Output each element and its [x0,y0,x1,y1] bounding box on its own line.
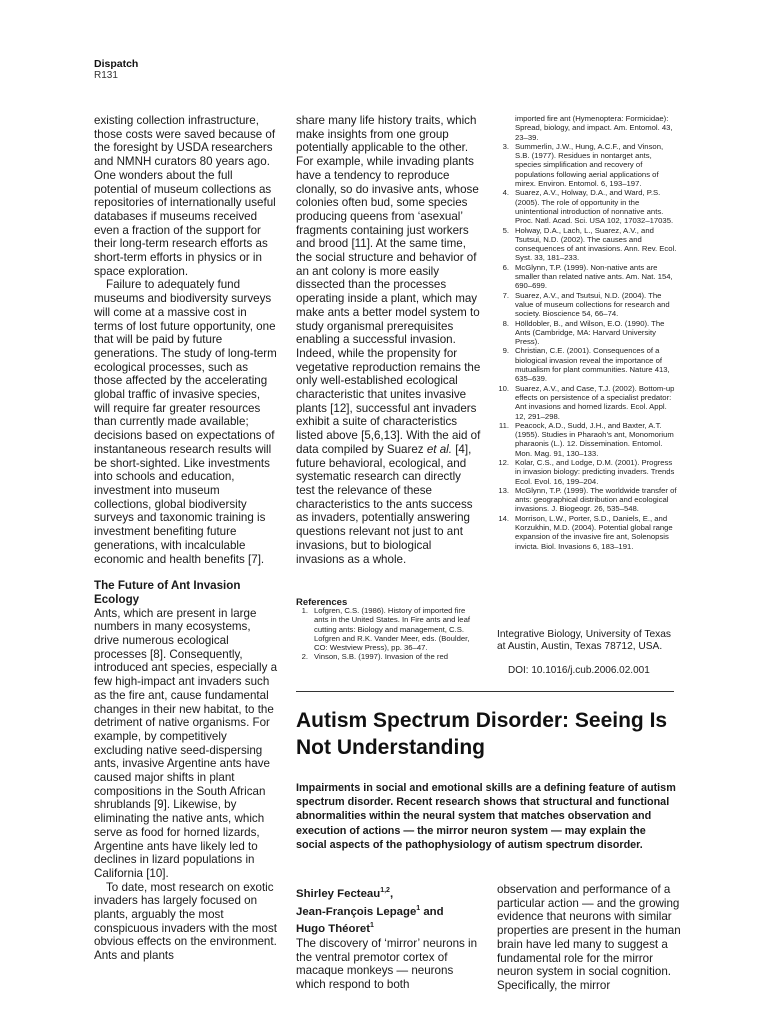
reference-item [296,606,472,652]
reference-text: McGlynn, T.P. (1999). Non-native ants are smaller than related native ants. Am. Nat. 154, 690–699. [515,262,673,291]
reference-text: McGlynn, T.P. (1999). The worldwide transfer of ants: geographical distribution and ecological invasions. J. Biogeogr. 26, 535–548. [515,485,677,514]
author-line [296,902,486,920]
author-affiliation: Integrative Biology, University of Texas at Austin, Austin, Texas 78712, USA. [497,629,672,653]
reference-item [497,142,677,188]
reference-item [497,226,677,263]
affiliation-mark: 1 [416,904,421,912]
affiliation-mark: 1 [370,922,374,929]
divider [296,691,674,692]
paragraph: Failure to adequately fund museums and biodiversity surveys will come at a massive cost in terms of lost future opportunity, one that will be paid by future generations. The study of long-term ecological processes, such as those affected by the accelerating global traffic of invasive species, will require far greater resources than currently made available; decisions based on expectations of instantaneous research results will be short-sighted. Like investments into schools and education, investment into museum collections, global biodiversity surveys and taxonomic training is investment benefiting future generations, with incalculable economic and health benefits [7]. [94,278,277,566]
author-list [296,884,486,937]
paragraph [296,114,482,566]
reference-number: 6. [502,262,509,272]
italic-text: et al. [426,442,452,456]
page-number: R131 [94,70,118,81]
author-name: Shirley Fecteau [296,887,381,900]
reference-text: Morrison, L.W., Porter, S.D., Daniels, E., and Korzukhin, M.D. (2004). Potential global range expansion of the invasive fire ant, Solenopsis invicta. Biol. Invasions 6, 183–191. [515,513,673,551]
author-separator: , [389,887,394,900]
reference-item [497,384,677,421]
author-line [296,884,486,902]
article-body-right: observation and performance of a particular action — and the growing evidence that neurons with similar properties are present in the human brain have led many to suggest a fundamental role for the mirror neuron system in social cognition. Specifically, the mirror [497,883,681,992]
reference-text: Suarez, A.V., Holway, D.A., and Ward, P.S. (2005). The role of opportunity in the unintentional introduction of nonnative ants. Proc. Natl. Acad. Sci. USA 102, 17032–17035. [515,188,674,226]
reference-item [497,263,677,291]
references-heading: References [296,597,348,608]
reference-item [497,486,677,514]
section-heading: The Future of Ant Invasion Ecology [94,579,241,606]
reference-item [497,514,677,551]
reference-number: 7. [502,290,509,300]
author-name: Hugo Théoret [296,922,371,935]
article-title: Autism Spectrum Disorder: Seeing Is Not Understanding [296,709,668,759]
text-column-2 [296,114,482,566]
reference-list [296,606,472,662]
reference-number: 13. [498,485,509,495]
reference-text: Vinson, S.B. (1997). Invasion of the red [314,652,449,662]
reference-number: 4. [502,188,509,198]
reference-number: 8. [502,318,509,328]
paragraph: existing collection infrastructure, those costs were saved because of the foresight by USDA researchers and NMNH curators 80 years ago. One wonders about the full potential of museum collections as repositories of internationally useful databases if museums received even a fraction of the support for their long-term research efforts as short-term efforts in physics or in space exploration. [94,114,276,278]
author-line [296,919,486,937]
reference-item [497,346,677,383]
reference-number: 5. [502,225,509,235]
reference-item [497,188,677,225]
reference-item [497,291,677,319]
reference-text: Holway, D.A., Lach, L., Suarez, A.V., and Tsutsui, N.D. (2002). The causes and consequences of ant invasions. Ann. Rev. Ecol. Syst. 33, 181–233. [515,225,677,263]
reference-item [296,652,472,661]
reference-text: Lofgren, C.S. (1986). History of imported fire ants in the United States. In Fire ants and leaf cutting ants: Biology and management, C.S. Lofgren and R.K. Vander Meer, eds. (Boulder, CO: Westview Press), pp. 36–47. [314,606,470,653]
reference-list-continued [497,114,677,551]
reference-number: 14. [498,513,509,523]
reference-number: 3. [502,141,509,151]
reference-item [497,114,677,142]
reference-text: Suarez, A.V., and Tsutsui, N.D. (2004). The value of museum collections for research and society. Bioscience 54, 66–74. [515,290,670,319]
article-body-left: The discovery of ‘mirror’ neurons in the ventral premotor cortex of macaque monkeys — neurons which respond to both [296,937,478,992]
reference-number: 2. [301,652,308,662]
reference-text: Hölldobler, B., and Wilson, E.O. (1990). The Ants (Cambridge, MA: Harvard University Press). [515,318,665,347]
affiliation-mark: 1,2 [380,887,390,894]
author-name: Jean-François Lepage [296,905,417,918]
reference-item [497,319,677,347]
running-header [94,59,138,81]
section-label: Dispatch [94,58,139,70]
paragraph-text: share many life history traits, which make insights from one group potentially applicable to the other. For example, while invading plants have a tendency to reproduce clonally, so do invasive ants, whose colonies often bud, some species producing queens from ‘asexual’ fragments containing just workers and brood [11]. At the same time, the social structure and behavior of an ant colony is more easily dissected than the processes operating inside a plant, which may make ants a better model system to study organismal prerequisites enabling a successful invasion. Indeed, while the propensity for vegetative reproduction remains the only well-established ecological characteristic that unites invasive plants [12], successful ant invaders exhibit a suite of characteristics listed above [5,6,13]. With the aid of data compiled by Suarez [296,114,481,456]
reference-item [497,458,677,486]
reference-text: Peacock, A.D., Sudd, J.H., and Baxter, A.T. (1955). Studies in Pharaoh’s ant, Monomorium pharaonis (L.). 12. Dissemination. Entomol. Mon. Mag. 91, 130–133. [515,420,674,458]
reference-number: 9. [502,346,509,356]
reference-number: 1. [301,606,308,615]
paragraph: Ants, which are present in large numbers in many ecosystems, drive numerous ecological processes [8]. Consequently, introduced ant species, especially a few high-impact ant invaders such as the fire ant, cause fundamental changes in their new habitat, to the detriment of native organisms. For example, by competitively excluding native seed-dispersing ants, invasive Argentine ants have caused major shifts in plant compositions in the South African shrublands [9]. Likewise, by eliminating the native ants, which serve as food for horned lizards, Argentine ants have likely led to declines in lizard populations in California [10]. [94,606,278,880]
doi: DOI: 10.1016/j.cub.2006.02.001 [508,665,650,676]
text-column-1 [94,114,278,963]
paragraph-text: [4], future behavioral, ecological, and systematic research can directly test the relevance of these characteristics to the ants success as invaders, potentially answering questions relevant not just to ant invasions, but to biological invasions as a whole. [296,442,473,566]
reference-text: Summerlin, J.W., Hung, A.C.F., and Vinson, S.B. (1977). Residues in nontarget ants, species simplification and recovery of populations following aerial applications of mirex. Environ. Entomol. 6, 193–197. [515,141,664,189]
reference-text: Christian, C.E. (2001). Consequences of a biological invasion reveal the importance of mutualism for plant communities. Nature 413, 635–639. [515,346,670,384]
reference-text: imported fire ant (Hymenoptera: Formicidae): Spread, biology, and impact. Am. Entomol. 43, 23–39. [515,114,673,142]
reference-number: 10. [498,383,509,393]
reference-item [497,421,677,458]
reference-number: 12. [498,457,509,467]
article-abstract: Impairments in social and emotional skills are a defining feature of autism spectrum disorder. Recent research shows that structural and functional abnormalities within the neural system that matches observation and execution of actions — the mirror neuron system — may explain the social aspects of the pathophysiology of autism spectrum disorder. [296,782,676,851]
reference-number: 11. [498,420,509,430]
author-separator: and [420,905,444,918]
reference-text: Kolar, C.S., and Lodge, D.M. (2001). Progress in invasion biology: predicting invaders. Trends Ecol. Evol. 16, 199–204. [515,457,675,486]
reference-text: Suarez, A.V., and Case, T.J. (2002). Bottom-up effects on persistence of a specialist predator: Ant invasions and horned lizards. Ecol. Appl. 12, 291–298. [515,383,675,421]
paragraph: To date, most research on exotic invaders has largely focused on plants, arguably the most conspicuous invaders with the most obvious effects on the environment. Ants and plants [94,880,278,963]
